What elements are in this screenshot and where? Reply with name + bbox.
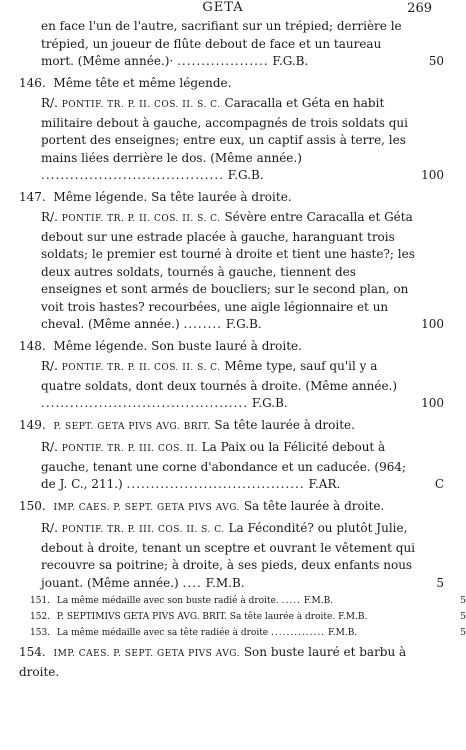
entry-reference: F.AR.	[308, 477, 341, 491]
entry-price: 5	[460, 628, 466, 638]
leader-dots: .....................................	[126, 477, 305, 491]
entry-text: Sévère entre Caracalla et Géta debout sur une estrade placée à gauche, haranguant trois soldats; le premier est tourné à droite et tient une haste?; les deux autres soldats, tournés à gauche, tiennent des enseignes et sont armés de boucliers; sur le second plan, on voit trois hastes? recourbées, une aigle légionnaire et un cheval. (Même année.)	[41, 210, 415, 331]
entry-text: La Paix ou la Félicité debout à gauche, tenant une corne d'abondance et un caducée. (964; de J. C., 211.)	[41, 440, 407, 491]
catalogue-entry-154	[19, 644, 416, 681]
entry-text: Son buste lauré et barbu à droite.	[19, 645, 407, 679]
entry-text: Caracalla et Géta en habit militaire debout à gauche, accompagnés de trois soldats qui portent des enseignes; entre eux, un captif assis à terre, les mains liées derrière le dos. (Même année.)	[41, 96, 408, 165]
entry-price: 100	[421, 168, 444, 182]
legend-text: PONTIF. TR. P. II. COS. II. S. C.	[61, 214, 221, 224]
legend-text: IMP. CAES. P. SEPT. GETA PIVS AVG.	[53, 649, 240, 659]
leader-dots: ...................	[177, 54, 269, 68]
entry-price: 50	[428, 54, 444, 68]
leader-dots: ........	[183, 317, 222, 331]
catalogue-entry-151	[30, 594, 466, 608]
reverse-description	[41, 439, 444, 494]
entry-price: 5	[460, 612, 466, 622]
catalogue-entry-148	[19, 338, 416, 356]
entry-reference: F.M.B.	[205, 575, 245, 590]
entry-reference: F.M.B.	[303, 596, 334, 606]
running-title: GETA	[202, 0, 244, 15]
entry-number: 147.	[19, 189, 46, 204]
entry-text: Sa tête laurée à droite.	[214, 417, 355, 432]
legend-text: PONTIF. TR. P. II. COS. II. S. C.	[61, 363, 221, 373]
reverse-description	[41, 95, 444, 185]
entry-text: Sa tête laurée à droite.	[243, 498, 385, 513]
entry-price: C	[434, 477, 444, 491]
entry-reference: F.M.B.	[338, 612, 368, 622]
leader-dots: ...........................................	[41, 396, 249, 410]
entry-number: 148.	[19, 338, 46, 353]
leader-dots: ..............	[271, 628, 326, 638]
legend-text: P. SEPTIMIVS GETA PIVS AVG. BRIT.	[56, 612, 227, 622]
legend-text: IMP. CAES. P. SEPT. GETA PIVS AVG.	[53, 502, 240, 513]
entry-text: Même légende. Sa tête laurée à droite.	[53, 189, 292, 204]
entry-text: Sa tête laurée à droite.	[229, 612, 336, 622]
reverse-mark: R/.	[41, 521, 58, 535]
catalogue-body	[0, 18, 466, 681]
reverse-mark: R/.	[41, 440, 58, 454]
catalogue-entry-152	[30, 610, 466, 624]
entry-reference: F.G.B.	[225, 317, 262, 331]
leader-dots: ......................................	[41, 168, 224, 182]
entry-text: La même médaille avec son buste radié à droite.	[56, 596, 279, 606]
leader-dots: .....	[281, 596, 301, 606]
catalogue-entry-150	[19, 498, 416, 518]
entry-number: 146.	[19, 75, 46, 90]
catalogue-entry-146	[19, 75, 416, 93]
entry-number: 154.	[19, 645, 46, 659]
legend-text: PONTIF. TR. P. II. COS. II. S. C.	[61, 100, 221, 110]
page-number: 269	[407, 1, 432, 16]
reverse-description	[41, 209, 444, 334]
entry-text: Même légende. Son buste lauré à droite.	[53, 338, 302, 353]
entry-text: La Fécondité? ou plutôt Julie, debout à droite, tenant un sceptre et ouvrant le vêtement qui recouvre sa poitrine; à droite, à ses pieds, deux enfants nous jouant. (Même année.)	[41, 521, 416, 590]
entry-reference: F.M.B.	[327, 628, 358, 638]
entry-reference: F.G.B.	[272, 54, 309, 68]
entry-text: Même type, sauf qu'il y a quatre soldats, dont deux tournés à droite. (Même année.)	[41, 359, 398, 393]
reverse-mark: R/.	[41, 359, 58, 373]
catalogue-entry-continuation	[41, 18, 444, 71]
catalogue-entry-147	[19, 189, 416, 207]
entry-text: en face l'un de l'autre, sacrifiant sur un trépied; derrière le trépied, un joueur de flûte debout de face et un taureau mort. (Même année.)·	[41, 19, 402, 68]
entry-text: La même médaille avec sa tête radiée à droite	[56, 628, 269, 638]
catalogue-entry-153	[30, 626, 466, 640]
entry-reference: F.G.B.	[251, 396, 288, 410]
leader-dots: ....	[182, 575, 202, 590]
legend-text: P. SEPT. GETA PIVS AVG. BRIT.	[53, 421, 211, 432]
entry-number: 152.	[30, 612, 51, 622]
entry-reference: F.G.B.	[227, 168, 264, 182]
entry-price: 5	[436, 575, 444, 590]
entry-text: Même tête et même légende.	[53, 75, 232, 90]
entry-number: 150.	[19, 498, 46, 513]
entry-number: 153.	[30, 628, 51, 638]
reverse-mark: R/.	[41, 96, 58, 110]
reverse-mark: R/.	[41, 210, 58, 224]
reverse-description	[41, 520, 444, 592]
legend-text: PONTIF. TR. P. III. COS. II.	[61, 444, 198, 454]
legend-text: PONTIF. TR. P. III. COS. II. S. C.	[61, 525, 225, 535]
entry-price: 5	[460, 596, 466, 606]
reverse-description	[41, 358, 444, 413]
entry-price: 100	[421, 396, 444, 410]
entry-number: 149.	[19, 417, 46, 432]
entry-price: 100	[421, 317, 444, 331]
catalogue-entry-149	[19, 417, 416, 437]
entry-number: 151.	[30, 596, 51, 606]
